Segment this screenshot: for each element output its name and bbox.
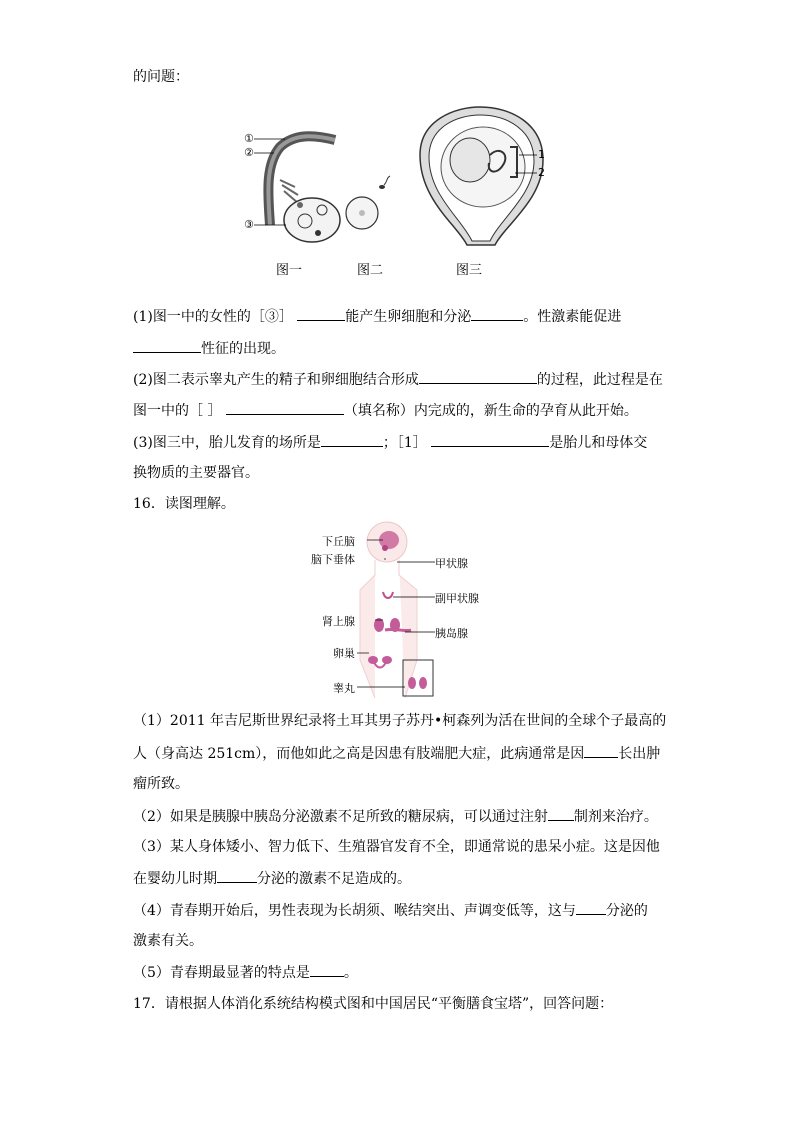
answer-blank[interactable] [576,900,606,915]
q16-s4-line1: （4）青春期开始后，男性表现为长胡须、喉结突出、声调变低等，这与 分泌的 [133,900,648,921]
q16-s2: （2）如果是胰腺中胰岛分泌激素不足所致的糖尿病，可以通过注射 制剂来治疗。 [133,806,658,827]
endocrine-label-thyroid: 甲状腺 [435,557,468,570]
q15-part2-line1: (2)图二表示睾丸产生的精子和卵细胞结合形成 的过程，此过程是在 [133,369,663,390]
endocrine-label-parathyroid: 副甲状腺 [435,592,479,605]
endocrine-label-ovary: 卵巢 [333,647,355,660]
answer-blank[interactable] [310,962,344,977]
q16-s5: （5）青春期最显著的特点是 。 [133,962,358,983]
q16-s3-line1: （3）某人身体矮小、智力低下、生殖器官发育不全，即通常说的患呆小症。这是因他 [133,839,660,855]
answer-blank[interactable] [297,306,345,321]
fig1-label-1: ① [244,132,254,145]
answer-blank[interactable] [548,806,574,821]
endocrine-label-hypothalamus: 下丘脑 [322,535,355,548]
q16-s1-line2: 人（身高达 251cm），而他如此之高是因患有肢端肥大症，此病通常是因 长出肿 [133,743,660,764]
fig1-label-2: ② [244,146,254,159]
fig3-label-2: 2 [538,166,545,179]
figure-1-caption: 图一 [276,263,303,278]
endocrine-label-testis: 睾丸 [333,682,355,695]
endocrine-label-pituitary: 脑下垂体 [311,553,355,566]
answer-blank[interactable] [431,432,549,447]
q16-title: 16．读图理解。 [133,496,235,512]
figure-endocrine-system [355,520,440,698]
intro-text: 的问题： [133,69,189,85]
q16-s4-line2: 激素有关。 [133,933,203,949]
q15-part1-line2: 性征的出现。 [133,338,285,359]
answer-blank[interactable] [226,400,344,415]
q15-part1-line1: (1)图一中的女性的［③］ 能产生卵细胞和分泌 。性激素能促进 [133,306,621,327]
q16-s1-line3: 瘤所致。 [133,776,189,792]
answer-blank[interactable] [584,743,618,758]
figure-2-caption: 图二 [357,263,384,278]
answer-blank[interactable] [471,306,523,321]
answer-blank[interactable] [133,338,201,353]
figure-1-oviduct-ovary [240,125,345,250]
answer-blank[interactable] [419,369,537,384]
q15-part3-line1: (3)图三中，胎儿发育的场所是 ；［1］ 是胎儿和母体交 [133,432,647,453]
figure-3-caption: 图三 [456,263,483,278]
endocrine-label-adrenal: 肾上腺 [322,615,355,628]
q17-title: 17．请根据人体消化系统结构模式图和中国居民“平衡膳食宝塔”，回答问题： [133,996,614,1012]
q16-s1-line1: （1）2011 年吉尼斯世界纪录将土耳其男子苏丹•柯森列为活在世间的全球个子最高的 [133,713,667,729]
figure-3-uterus-fetus [415,105,550,250]
q15-part2-line2: 图一中的［ ］ （填名称）内完成的，新生命的孕育从此开始。 [133,400,638,421]
q16-s3-line2: 在婴幼儿时期 分泌的激素不足造成的。 [133,868,411,889]
answer-blank[interactable] [217,868,257,883]
figure-2-egg-sperm [342,175,397,235]
q15-part3-line2: 换物质的主要器官。 [133,465,259,481]
endocrine-label-islet: 胰岛腺 [435,627,468,640]
fig1-label-3: ③ [244,218,254,231]
answer-blank[interactable] [321,432,383,447]
fig3-label-1: 1 [538,148,545,161]
